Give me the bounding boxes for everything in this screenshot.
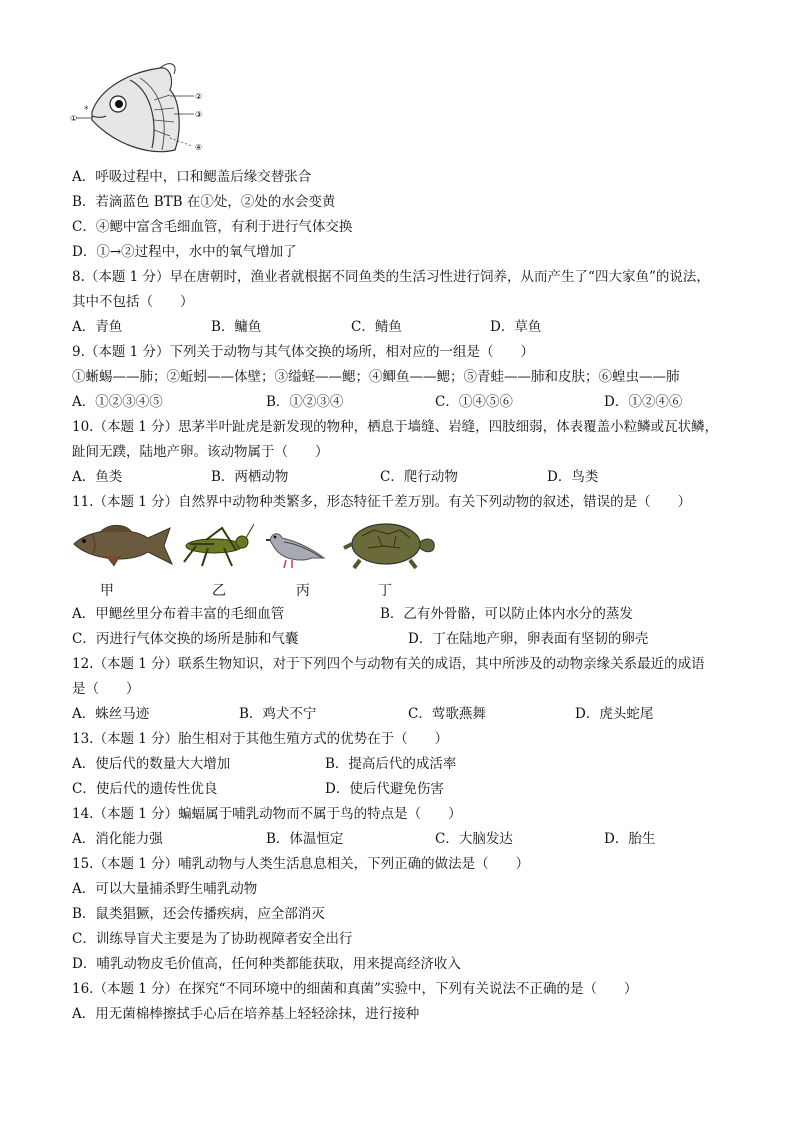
q13-stem-line1: 13.（本题 1 分）胎生相对于其他生殖方式的优势在于（ ） [72, 731, 449, 747]
q8-stem-line1: 8.（本题 1 分）早在唐朝时，渔业者就根据不同鱼类的生活习性进行饲养，从而产生了“四大家鱼”的说法， [72, 269, 710, 285]
q13-option-c: C．使后代的遗传性优良 [72, 781, 218, 797]
q12-stem-line2: 是（ ） [72, 681, 140, 697]
q8-option-c: C．鲭鱼 [351, 319, 402, 335]
q9-option-b: B．①②③④ [266, 394, 344, 410]
q15-option-c: C．训练导盲犬主要是为了协助视障者安全出行 [72, 931, 353, 947]
q11-stem-line1: 11.（本题 1 分）自然界中动物种类繁多，形态特征千差万别。有关下列动物的叙述，错误的是（ ） [72, 494, 692, 510]
q10-stem-line2: 趾间无蹼，陆地产卵。该动物属于（ ） [72, 444, 329, 460]
q10-stem-line1: 10.（本题 1 分）思茅半叶趾虎是新发现的物种，栖息于墙缝、岩缝，四肢细弱，体表覆盖小粒鳞或瓦状鳞， [72, 419, 719, 435]
fish-label-4: ④ [195, 143, 203, 152]
q12-stem-line1: 12.（本题 1 分）联系生物知识，对于下列四个与动物有关的成语，其中所涉及的动物亲缘关系最近的成语 [72, 656, 705, 672]
q12-option-a: A．蛛丝马迹 [72, 706, 150, 722]
q16-option-a: A．用无菌棉棒擦拭手心后在培养基上轻轻涂抹，进行接种 [72, 1006, 420, 1022]
q9-stem-line1: 9.（本题 1 分）下列关于动物与其气体交换的场所，相对应的一组是（ ） [72, 344, 535, 360]
q13-option-d: D．使后代避免伤害 [325, 781, 444, 797]
q13-option-b: B．提高后代的成活率 [325, 756, 457, 772]
q9-option-c: C．①④⑤⑥ [435, 394, 513, 410]
q11-option-b: B．乙有外骨骼，可以防止体内水分的蒸发 [380, 606, 633, 622]
q15-option-a: A．可以大量捕杀野生哺乳动物 [72, 881, 258, 897]
fish-label-2: ② [195, 92, 203, 101]
q15-option-b: B．鼠类猖獗，还会传播疾病，应全部消灭 [72, 906, 325, 922]
q13-option-a: A．使后代的数量大大增加 [72, 756, 231, 772]
q8-stem-line2: 其中不包括（ ） [72, 294, 194, 310]
q14-option-d: D．胎生 [604, 831, 656, 847]
q15-stem-line1: 15.（本题 1 分）哺乳动物与人类生活息息相关，下列正确的做法是（ ） [72, 856, 530, 872]
q7-option-a: A．呼吸过程中，口和鳃盖后缘交替张合 [72, 169, 312, 185]
q10-option-d: D．鸟类 [547, 469, 599, 485]
q15-option-d: D．哺乳动物皮毛价值高，任何种类都能获取，用来提高经济收入 [72, 956, 461, 972]
q9-option-a: A．①②③④⑤ [72, 394, 163, 410]
q12-option-d: D．虎头蛇尾 [575, 706, 654, 722]
q8-option-d: D．草鱼 [490, 319, 542, 335]
q12-option-b: B．鸡犬不宁 [239, 706, 317, 722]
q11-caption-yi: 乙 [212, 583, 226, 599]
q8-option-a: A．青鱼 [72, 319, 123, 335]
q9-stem-line2: ①蜥蜴——肺；②蚯蚓——体壁；③缢蛏——鳃；④鲫鱼——鳃；⑤青蛙——肺和皮肤；⑥蝗虫——肺 [72, 369, 680, 385]
q11-caption-jia: 甲 [100, 583, 114, 599]
q14-option-c: C．大脑发达 [435, 831, 513, 847]
q14-option-b: B．体温恒定 [266, 831, 344, 847]
q8-option-b: B．鳙鱼 [211, 319, 262, 335]
q7-option-b: B．若滴蓝色 BTB 在①处，②处的水会变黄 [72, 194, 336, 210]
q12-option-c: C．莺歌燕舞 [408, 706, 486, 722]
q11-option-a: A．甲鳃丝里分布着丰富的毛细血管 [72, 606, 285, 622]
q16-stem-line1: 16.（本题 1 分）在探究“不同环境中的细菌和真菌”实验中，下列有关说法不正确的是（ ） [72, 981, 638, 997]
q9-option-d: D．①②④⑥ [604, 394, 683, 410]
q11-option-c: C．丙进行气体交换的场所是肺和气囊 [72, 631, 299, 647]
q10-option-a: A．鱼类 [72, 469, 123, 485]
svg-text:*: * [84, 105, 89, 115]
q14-option-a: A．消化能力强 [72, 831, 163, 847]
q10-option-b: B．两栖动物 [211, 469, 289, 485]
q11-option-d: D．丁在陆地产卵，卵表面有坚韧的卵壳 [408, 631, 649, 647]
q14-stem-line1: 14.（本题 1 分）蝙蝠属于哺乳动物而不属于鸟的特点是（ ） [72, 806, 462, 822]
fish-label-1: ① [70, 114, 78, 123]
fish-label-3: ③ [195, 110, 203, 119]
pigeon-image [262, 522, 328, 570]
q10-option-c: C．爬行动物 [380, 469, 458, 485]
fish-gill-figure [70, 60, 220, 160]
q7-option-c: C．④鳃中富含毛细血管，有利于进行气体交换 [72, 219, 353, 235]
grasshopper-image [176, 522, 254, 572]
turtle-image [338, 516, 438, 574]
q11-caption-bing: 丙 [296, 583, 310, 599]
q11-caption-ding: 丁 [378, 583, 392, 599]
q7-option-d: D．①→②过程中，水中的氧气增加了 [72, 244, 297, 260]
carp-image [70, 520, 176, 570]
